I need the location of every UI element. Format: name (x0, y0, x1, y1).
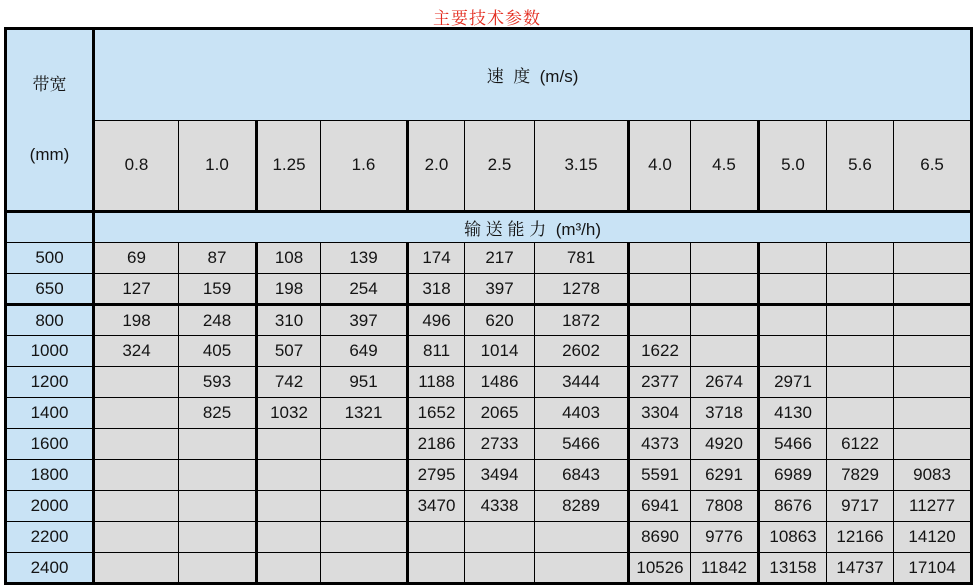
capacity-value (691, 336, 759, 367)
capacity-value (465, 553, 535, 584)
capacity-value (179, 460, 257, 491)
capacity-value: 13158 (759, 553, 827, 584)
capacity-value: 507 (257, 336, 321, 367)
capacity-value (691, 305, 759, 336)
capacity-value: 6122 (827, 429, 894, 460)
capacity-value: 3304 (629, 398, 691, 429)
table-row (6, 398, 972, 429)
capacity-value: 4338 (465, 491, 535, 522)
capacity-value: 11277 (894, 491, 972, 522)
capacity-value (759, 243, 827, 274)
capacity-value: 5466 (759, 429, 827, 460)
bandwidth-empty-cell (6, 212, 94, 243)
speed-value: 1.25 (257, 120, 321, 212)
capacity-value: 2377 (629, 367, 691, 398)
capacity-value: 1321 (321, 398, 408, 429)
capacity-value: 8676 (759, 491, 827, 522)
capacity-value (179, 491, 257, 522)
capacity-value: 5466 (535, 429, 629, 460)
capacity-value: 87 (179, 243, 257, 274)
bandwidth-value: 2200 (6, 522, 94, 553)
capacity-value (827, 398, 894, 429)
capacity-value: 3444 (535, 367, 629, 398)
bandwidth-value: 500 (6, 243, 94, 274)
capacity-value: 397 (321, 305, 408, 336)
capacity-value: 174 (408, 243, 465, 274)
capacity-value: 9717 (827, 491, 894, 522)
capacity-value: 4130 (759, 398, 827, 429)
capacity-value: 6291 (691, 460, 759, 491)
capacity-value (759, 336, 827, 367)
capacity-value (94, 460, 179, 491)
bandwidth-value: 800 (6, 305, 94, 336)
capacity-value (827, 274, 894, 305)
capacity-value (827, 243, 894, 274)
capacity-value: 1872 (535, 305, 629, 336)
capacity-value (894, 243, 972, 274)
capacity-value (759, 274, 827, 305)
speed-value: 4.5 (691, 120, 759, 212)
capacity-value: 593 (179, 367, 257, 398)
capacity-value: 1188 (408, 367, 465, 398)
table-row (6, 243, 972, 274)
bandwidth-value: 1400 (6, 398, 94, 429)
capacity-value: 7829 (827, 460, 894, 491)
table-row (6, 522, 972, 553)
capacity-value: 2186 (408, 429, 465, 460)
speed-value: 5.0 (759, 120, 827, 212)
capacity-value: 649 (321, 336, 408, 367)
capacity-value (257, 553, 321, 584)
capacity-value: 2795 (408, 460, 465, 491)
capacity-value: 10526 (629, 553, 691, 584)
bandwidth-value: 1800 (6, 460, 94, 491)
capacity-value: 4373 (629, 429, 691, 460)
bandwidth-header-line2: (mm) (29, 145, 70, 164)
speed-value: 0.8 (94, 120, 179, 212)
capacity-value (179, 429, 257, 460)
capacity-value (827, 336, 894, 367)
table-row (6, 336, 972, 367)
capacity-value (257, 522, 321, 553)
speed-value: 4.0 (629, 120, 691, 212)
capacity-value: 2602 (535, 336, 629, 367)
capacity-value (691, 274, 759, 305)
capacity-value (179, 553, 257, 584)
capacity-value: 10863 (759, 522, 827, 553)
bandwidth-value: 1600 (6, 429, 94, 460)
capacity-value: 4920 (691, 429, 759, 460)
capacity-value: 254 (321, 274, 408, 305)
table-row (6, 274, 972, 305)
capacity-value: 1278 (535, 274, 629, 305)
capacity-value: 310 (257, 305, 321, 336)
table-row (6, 553, 972, 584)
capacity-value: 951 (321, 367, 408, 398)
capacity-value: 159 (179, 274, 257, 305)
capacity-value: 9776 (691, 522, 759, 553)
capacity-value: 318 (408, 274, 465, 305)
capacity-value: 2674 (691, 367, 759, 398)
capacity-value (321, 522, 408, 553)
capacity-value: 781 (535, 243, 629, 274)
capacity-value: 6941 (629, 491, 691, 522)
capacity-value: 496 (408, 305, 465, 336)
table-body (6, 243, 972, 584)
bandwidth-value: 2400 (6, 553, 94, 584)
capacity-value: 9083 (894, 460, 972, 491)
capacity-value: 108 (257, 243, 321, 274)
capacity-value: 69 (94, 243, 179, 274)
capacity-value: 1652 (408, 398, 465, 429)
capacity-value: 1622 (629, 336, 691, 367)
capacity-value: 397 (465, 274, 535, 305)
capacity-value (894, 398, 972, 429)
capacity-value: 2065 (465, 398, 535, 429)
table-row (6, 429, 972, 460)
capacity-value (759, 305, 827, 336)
capacity-value: 620 (465, 305, 535, 336)
bandwidth-value: 2000 (6, 491, 94, 522)
bandwidth-value: 1200 (6, 367, 94, 398)
capacity-value: 5591 (629, 460, 691, 491)
capacity-value: 7808 (691, 491, 759, 522)
capacity-value: 14737 (827, 553, 894, 584)
capacity-value (257, 491, 321, 522)
speed-value: 6.5 (894, 120, 972, 212)
table-row (6, 367, 972, 398)
capacity-value: 4403 (535, 398, 629, 429)
bandwidth-header (6, 29, 94, 212)
capacity-value: 3470 (408, 491, 465, 522)
table-row (6, 460, 972, 491)
capacity-value (629, 243, 691, 274)
capacity-value: 1032 (257, 398, 321, 429)
speed-value: 1.0 (179, 120, 257, 212)
capacity-value (691, 243, 759, 274)
capacity-value (629, 274, 691, 305)
capacity-value (257, 429, 321, 460)
capacity-value (535, 553, 629, 584)
capacity-value (827, 305, 894, 336)
capacity-value (894, 429, 972, 460)
speed-value: 5.6 (827, 120, 894, 212)
capacity-value: 1014 (465, 336, 535, 367)
speed-header: 速 度 (m/s) (94, 29, 972, 121)
capacity-value: 198 (257, 274, 321, 305)
capacity-value: 2971 (759, 367, 827, 398)
capacity-value: 825 (179, 398, 257, 429)
capacity-value: 742 (257, 367, 321, 398)
capacity-value: 3718 (691, 398, 759, 429)
capacity-value: 405 (179, 336, 257, 367)
capacity-value (535, 522, 629, 553)
capacity-value (257, 460, 321, 491)
capacity-value: 811 (408, 336, 465, 367)
capacity-value (321, 429, 408, 460)
speed-value: 1.6 (321, 120, 408, 212)
capacity-value (94, 367, 179, 398)
capacity-value: 14120 (894, 522, 972, 553)
capacity-value: 217 (465, 243, 535, 274)
capacity-value (94, 553, 179, 584)
capacity-value: 11842 (691, 553, 759, 584)
capacity-value (894, 274, 972, 305)
capacity-value (321, 553, 408, 584)
bandwidth-value: 650 (6, 274, 94, 305)
capacity-value: 17104 (894, 553, 972, 584)
capacity-value (94, 522, 179, 553)
capacity-value (94, 491, 179, 522)
speed-value: 3.15 (535, 120, 629, 212)
speed-header-row (6, 29, 972, 121)
capacity-value: 1486 (465, 367, 535, 398)
technical-parameters-table (4, 27, 973, 585)
bandwidth-header-line1: 带宽 (32, 75, 67, 94)
capacity-value (321, 460, 408, 491)
capacity-value: 198 (94, 305, 179, 336)
table-row (6, 305, 972, 336)
page-title: 主要技术参数 (433, 9, 541, 28)
capacity-value: 6843 (535, 460, 629, 491)
capacity-value (465, 522, 535, 553)
capacity-value (894, 336, 972, 367)
bandwidth-value: 1000 (6, 336, 94, 367)
capacity-value (408, 553, 465, 584)
capacity-value: 2733 (465, 429, 535, 460)
capacity-value: 8289 (535, 491, 629, 522)
speed-value: 2.0 (408, 120, 465, 212)
speed-value: 2.5 (465, 120, 535, 212)
capacity-value (629, 305, 691, 336)
capacity-value (894, 305, 972, 336)
capacity-value: 3494 (465, 460, 535, 491)
capacity-header-row (6, 212, 972, 243)
capacity-value: 324 (94, 336, 179, 367)
capacity-value (827, 367, 894, 398)
capacity-value: 6989 (759, 460, 827, 491)
capacity-value: 8690 (629, 522, 691, 553)
capacity-header: 输 送 能 力 (m³/h) (94, 212, 972, 243)
capacity-value (894, 367, 972, 398)
capacity-value (321, 491, 408, 522)
table-row (6, 491, 972, 522)
capacity-value (408, 522, 465, 553)
speed-values-row (6, 120, 972, 212)
capacity-value (179, 522, 257, 553)
capacity-value: 248 (179, 305, 257, 336)
capacity-value: 12166 (827, 522, 894, 553)
capacity-value: 139 (321, 243, 408, 274)
capacity-value (94, 429, 179, 460)
capacity-value (94, 398, 179, 429)
capacity-value: 127 (94, 274, 179, 305)
